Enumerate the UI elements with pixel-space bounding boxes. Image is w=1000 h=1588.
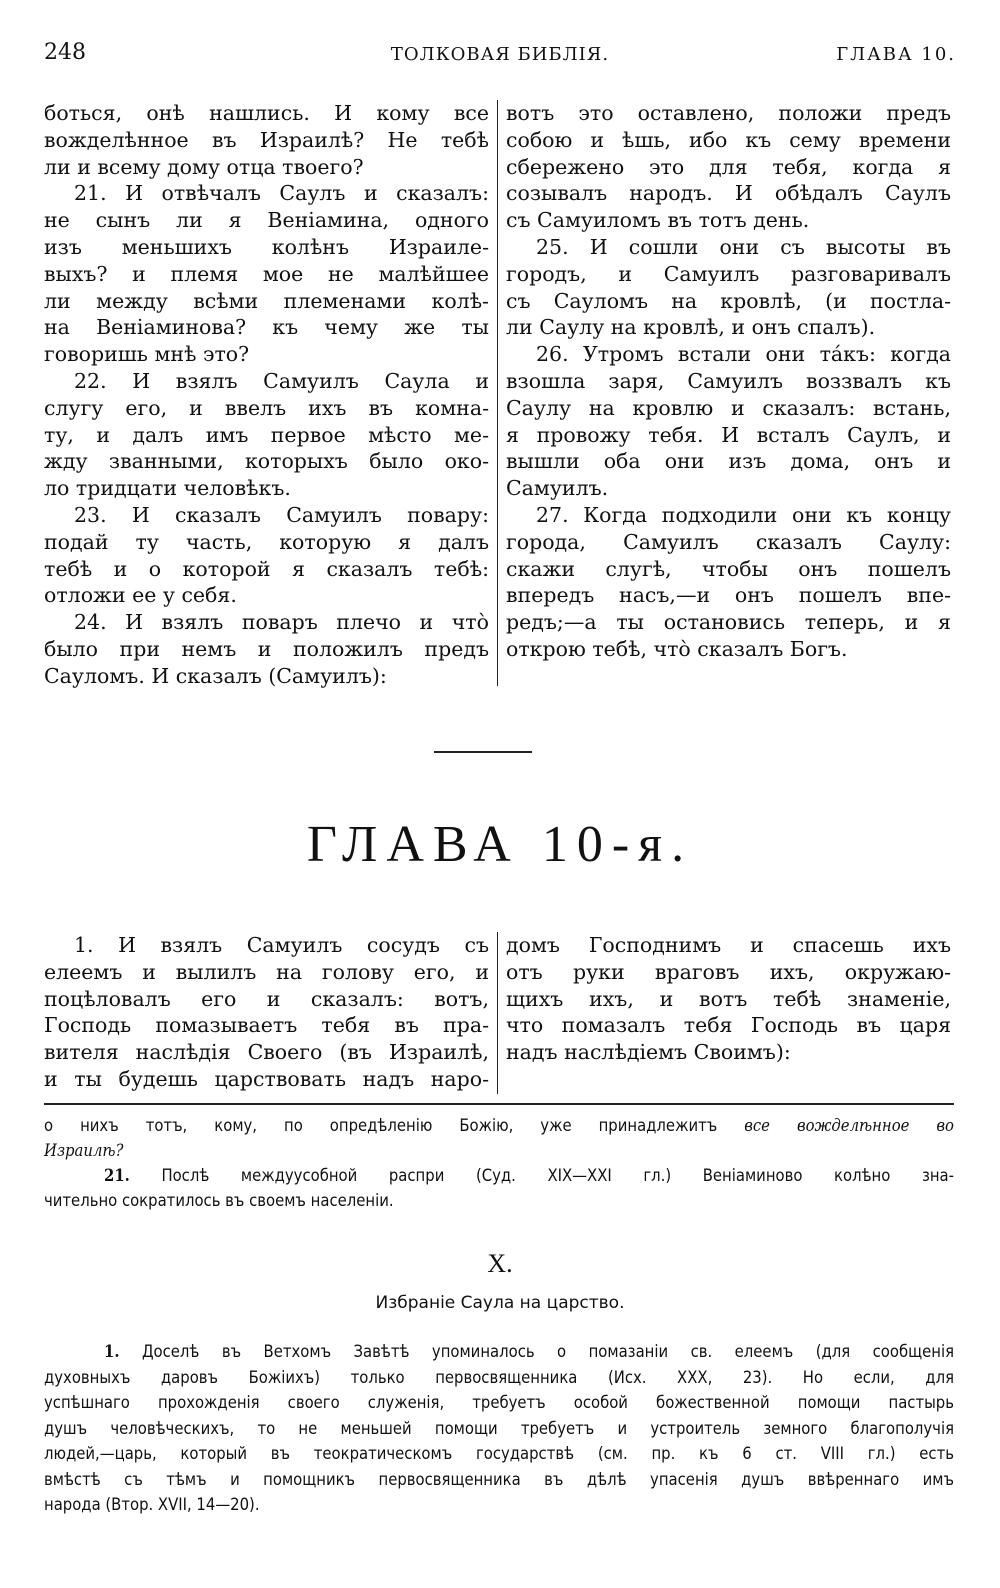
text-line: съ Самуиломъ въ тотъ день. [506, 208, 810, 233]
commentary-line: Израилѣ? [44, 1141, 124, 1160]
text-line: вителя наслѣдія Своего (въ Израилѣ, [44, 1040, 489, 1065]
text-line: домъ Господнимъ и спасешь ихъ [506, 933, 951, 957]
text-line: созывалъ народъ. И обѣдалъ Саулъ [506, 181, 951, 206]
text-line: открою тебѣ, что̀ сказалъ Богъ. [506, 636, 848, 661]
text-line: вожделѣнное въ Израилѣ? Не тебѣ [44, 127, 489, 152]
text-line: елеемъ и вылилъ на голову его, и [44, 959, 489, 984]
text-line: и ты будешь царствовать надъ наро- [44, 1066, 489, 1091]
text-line: ли между всѣми племенами колѣ- [44, 288, 489, 313]
text-line: поцѣловалъ его и сказалъ: вотъ, [44, 986, 489, 1011]
text-line: взошла заря, Самуилъ воззвалъ къ [506, 368, 951, 393]
section-separator [434, 751, 532, 753]
text-line: 1. И взялъ Самуилъ сосудъ съ [74, 933, 489, 957]
top-right-column [506, 100, 951, 663]
text-line: съ Сауломъ на кровлѣ, (и постла- [506, 288, 951, 313]
text-line: ли Саулу на кровлѣ, и онъ спалъ). [506, 315, 876, 340]
text-line: городъ, и Самуилъ разговаривалъ [506, 261, 951, 286]
text-line: скажи слугѣ, чтобы онъ пошелъ [506, 556, 951, 581]
running-chapter: ГЛАВА 10. [836, 44, 956, 65]
page-number: 248 [44, 40, 86, 65]
text-line: было при немъ и положилъ предъ [44, 636, 489, 661]
text-line: 27. Когда подходили они къ концу [536, 502, 951, 527]
text-line: на Веніаминова? къ чему же ты [44, 315, 489, 340]
column-divider [497, 932, 498, 1094]
text-line: ту, и далъ имъ первое мѣсто ме- [44, 422, 489, 447]
text-line: 26. Утромъ встали они та́къ: когда [536, 342, 951, 367]
text-line: слугу его, и ввелъ ихъ въ комна- [44, 395, 489, 420]
text-line: 22. И взялъ Самуилъ Саула и [74, 368, 489, 393]
commentary-line: 21. Послѣ междуусобной распри (Суд. XIX—XXI гл.) Веніаминово колѣно зна- [104, 1166, 955, 1185]
commentary-block-1 [44, 1113, 954, 1213]
section-title: Избраніе Саула на царство. [375, 1293, 625, 1313]
text-line: вышли оба они изъ дома, онъ и [506, 449, 951, 474]
text-line: выхъ? и племя мое не малѣйшее [44, 261, 489, 286]
text-line: 23. И сказалъ Самуилъ повару: [74, 502, 489, 527]
commentary-line: народа (Втор. XVII, 14—20). [44, 1495, 260, 1514]
chapter-columns [44, 932, 954, 1102]
chapter-right-column [506, 932, 951, 1066]
text-line: отложи ее у себя. [44, 583, 237, 608]
text-line: 25. И сошли они съ высоты въ [536, 234, 951, 259]
text-line: впередъ насъ,—и онъ пошелъ впе- [506, 583, 951, 608]
text-line: 24. И взялъ поваръ плечо и что̀ [74, 610, 489, 635]
text-line: щихъ ихъ, и вотъ тебѣ знаменіе, [506, 986, 951, 1011]
text-line: я провожу тебя. И всталъ Саулъ, и [506, 422, 951, 447]
chapter-heading: ГЛАВА 10-я. [306, 816, 694, 873]
text-line: не сынъ ли я Веніамина, одного [44, 208, 489, 233]
commentary-block-2 [44, 1339, 954, 1518]
text-line: собою и ѣшь, ибо къ сему времени [506, 127, 951, 152]
commentary-line: душъ человѣческихъ, то не меньшей помощи требуетъ и устроитель земного благополучія [44, 1418, 954, 1438]
commentary-line: чительно сократилось въ своемъ населеніи. [44, 1191, 394, 1210]
text-line: жду званными, которыхъ было око- [44, 449, 489, 474]
commentary-line: вмѣстѣ съ тѣмъ и помощникъ первосвященника въ дѣлѣ упасенія душъ ввѣреннаго имъ [44, 1469, 954, 1489]
text-line: надъ наслѣдіемъ Своимъ): [506, 1040, 791, 1065]
top-left-column [44, 100, 489, 690]
book-title: ТОЛКОВАЯ БИБЛІЯ. [390, 44, 610, 65]
commentary-rule [44, 1103, 954, 1105]
text-line: Господь помазываетъ тебя въ пра- [44, 1013, 489, 1038]
chapter-left-column [44, 932, 489, 1093]
commentary-line: о нихъ тотъ, кому, по опредѣленію Божію, уже принадлежитъ все вожделѣнное во [44, 1116, 954, 1135]
text-line: Саулу на кровлю и сказалъ: встань, [506, 395, 951, 420]
text-line: изъ меньшихъ колѣнъ Израиле- [44, 234, 489, 259]
text-line: ло тридцати человѣкъ. [44, 476, 291, 501]
running-head [44, 40, 956, 70]
text-line: города, Самуилъ сказалъ Саулу: [506, 529, 951, 554]
text-line: тебѣ и о которой я сказалъ тебѣ: [44, 556, 489, 581]
text-line: вотъ это оставлено, положи предъ [506, 101, 951, 125]
text-line: редъ;—а ты остановись теперь, и я [506, 610, 951, 635]
text-line: Сауломъ. И сказалъ (Самуилъ): [44, 663, 387, 688]
commentary-line: 1. Доселѣ въ Ветхомъ Завѣтѣ упоминалось о помазаніи св. елеемъ (для сообщенія [104, 1342, 954, 1361]
top-columns [44, 100, 954, 700]
column-divider [497, 100, 498, 686]
text-line: что помазалъ тебя Господь въ царя [506, 1013, 951, 1038]
text-line: говоришь мнѣ это? [44, 342, 250, 367]
commentary-line: духовныхъ даровъ Божіихъ) только первосвященника (Исх. XXX, 23). Но если, для [44, 1367, 954, 1387]
section-number: X. [487, 1249, 513, 1278]
text-line: боться, онѣ нашлись. И кому все [44, 101, 489, 125]
text-line: Самуилъ. [506, 476, 609, 501]
text-line: подай ту часть, которую я далъ [44, 529, 489, 554]
text-line: 21. И отвѣчалъ Саулъ и сказалъ: [74, 181, 489, 206]
text-line: отъ руки враговъ ихъ, окружаю- [506, 959, 951, 984]
commentary-line: успѣшнаго прохожденія своего служенія, требуетъ особой божественной помощи пастырь [44, 1393, 954, 1412]
text-line: ли и всему дому отца твоего? [44, 154, 364, 179]
commentary-line: людей,—царь, который въ теократическомъ государствѣ (см. пр. къ 6 ст. VIII гл.) есть [44, 1444, 954, 1463]
text-line: сбережено это для тебя, когда я [506, 154, 951, 179]
